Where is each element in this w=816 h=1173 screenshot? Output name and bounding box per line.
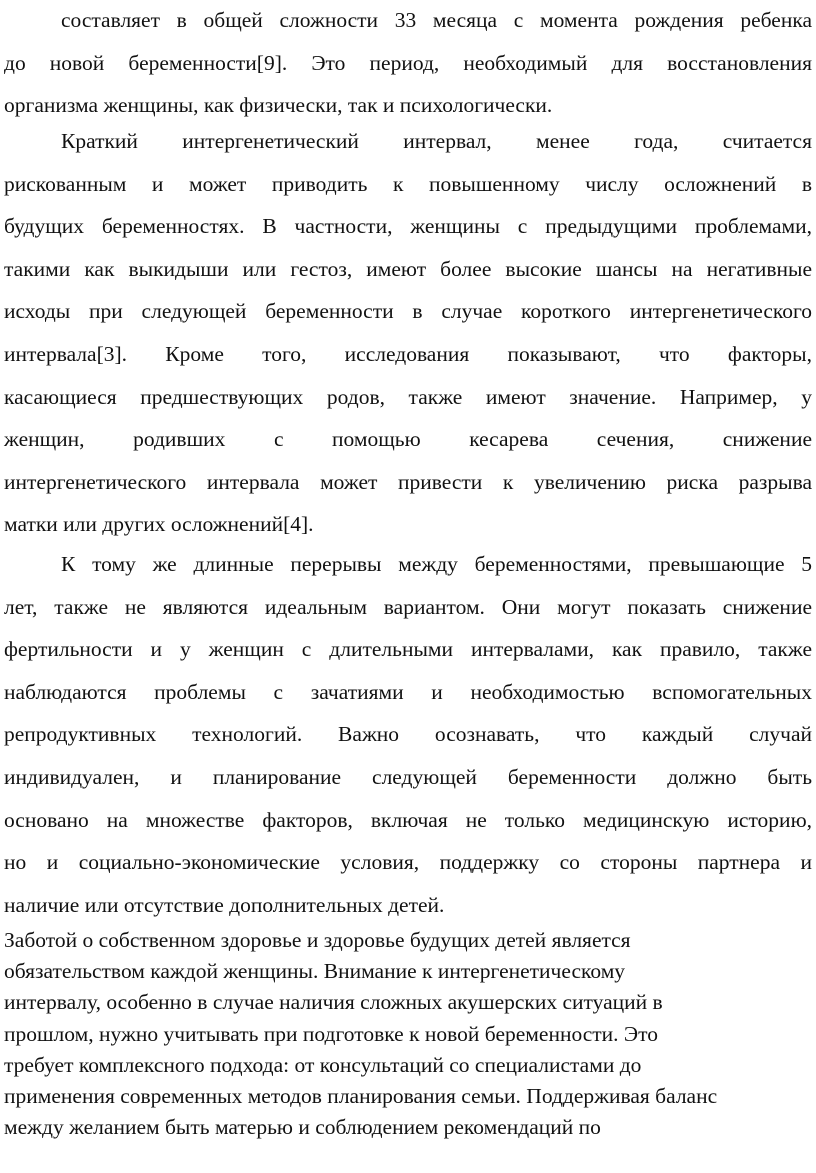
paragraph-line: интервала[3]. Кроме того, исследования показывают, что факторы,	[4, 341, 812, 366]
paragraph-line: индивидуален, и планирование следующей беременности должно быть	[4, 764, 812, 789]
paragraph-3	[4, 543, 812, 926]
paragraph-line: Краткий интергенетический интервал, менее года, считается	[61, 129, 812, 153]
paragraph-1	[4, 0, 812, 127]
paragraph-line: составляет в общей сложности 33 месяца с момента рождения ребенка	[61, 8, 812, 32]
paragraph-2	[4, 120, 812, 546]
paragraph-line: К тому же длинные перерывы между беременностями, превышающие 5	[61, 552, 812, 576]
paragraph-line: требует комплексного подхода: от консультаций со специалистами до	[4, 1052, 642, 1077]
paragraph-line: обязательством каждой женщины. Внимание к интергенетическому	[4, 959, 626, 984]
paragraph-line: репродуктивных технологий. Важно осознавать, что каждый случай	[4, 722, 812, 747]
paragraph-line: но и социально-экономические условия, поддержку со стороны партнера и	[4, 850, 812, 875]
paragraph-line: интергенетического интервала может привести к увеличению риска разрыва	[4, 469, 812, 494]
paragraph-line: исходы при следующей беременности в случае короткого интергенетического	[4, 299, 812, 324]
paragraph-line: матки или других осложнений[4].	[4, 512, 314, 537]
paragraph-line: прошлом, нужно учитывать при подготовке к новой беременности. Это	[4, 1021, 658, 1046]
paragraph-line: до новой беременности[9]. Это период, необходимый для восстановления	[4, 50, 812, 75]
paragraph-4	[4, 925, 812, 1143]
paragraph-line: будущих беременностях. В частности, женщины с предыдущими проблемами,	[4, 214, 812, 239]
paragraph-line: такими как выкидыши или гестоз, имеют более высокие шансы на негативные	[4, 256, 812, 281]
paragraph-line: лет, также не являются идеальным вариантом. Они могут показать снижение	[4, 594, 812, 619]
paragraph-line: организма женщины, как физически, так и психологически.	[4, 93, 553, 118]
paragraph-line: Заботой о собственном здоровье и здоровье будущих детей является	[4, 928, 631, 952]
paragraph-line: рискованным и может приводить к повышенному числу осложнений в	[4, 171, 812, 196]
paragraph-line: касающиеся предшествующих родов, также имеют значение. Например, у	[4, 384, 812, 409]
paragraph-line: применения современных методов планирования семьи. Поддерживая баланс	[4, 1083, 718, 1108]
paragraph-line: фертильности и у женщин с длительными интервалами, как правило, также	[4, 637, 812, 662]
paragraph-line: основано на множестве факторов, включая не только медицинскую историю,	[4, 807, 812, 832]
paragraph-line: наблюдаются проблемы с зачатиями и необходимостью вспомогательных	[4, 679, 812, 704]
paragraph-line: наличие или отсутствие дополнительных детей.	[4, 892, 445, 917]
paragraph-line: интервалу, особенно в случае наличия сложных акушерских ситуаций в	[4, 990, 663, 1015]
paragraph-line: между желанием быть матерью и соблюдением рекомендаций по	[4, 1115, 601, 1140]
paragraph-line: женщин, родивших с помощью кесарева сечения, снижение	[4, 427, 812, 452]
